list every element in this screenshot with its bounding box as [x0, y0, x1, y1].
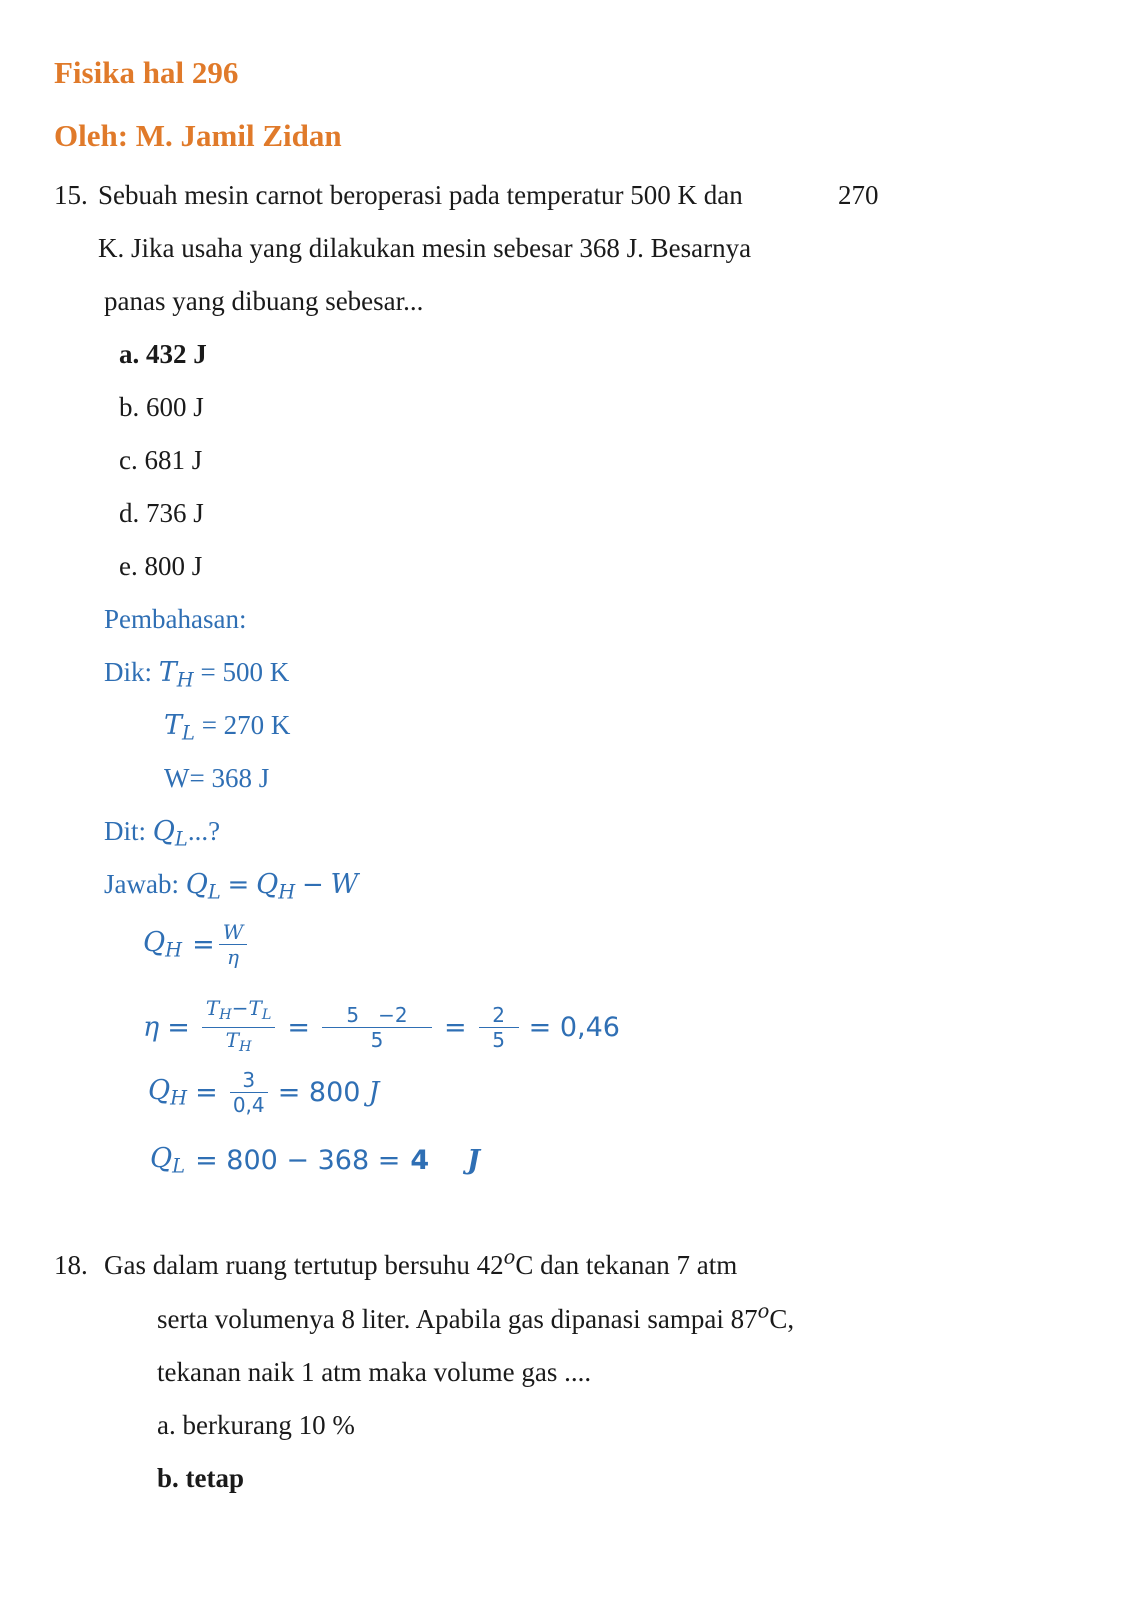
qh-fraction: $\frac{3}{0,4}$: [230, 1068, 268, 1117]
w-over-eta-fraction: $\frac{W}{\eta}$: [219, 920, 248, 969]
ql-result-formula: $Q_L$ = 800 − 368 = 4 J: [150, 1143, 480, 1178]
answer-option-a: a. berkurang 10 %: [157, 1410, 355, 1440]
question-number: 15.: [54, 180, 88, 210]
asked-label: Dit:: [104, 816, 147, 846]
ql-symbol: $Q_L$: [152, 816, 188, 851]
qh-result: = 800: [277, 1077, 361, 1108]
question-text-line-2: serta volumenya 8 liter. Apabila gas dipanasi sampai 87$^o$C,: [157, 1299, 795, 1334]
given-th: [104, 657, 289, 691]
numeric-fraction-2: $\frac{2}{5}$: [479, 1003, 519, 1052]
asked-ql: Dit: $Q_L$...?: [104, 816, 221, 851]
tl-symbol: $T_L$: [164, 710, 195, 745]
ql-result: 4: [410, 1144, 430, 1176]
answer-label: Jawab:: [104, 869, 179, 899]
th-value: = 500 K: [200, 657, 290, 687]
question-text-line-1: Gas dalam ruang tertutup bersuhu 42$^o$C dan tekanan 7 atm: [104, 1245, 738, 1280]
solution-heading: Pembahasan:: [104, 604, 247, 634]
question-text-line-3: tekanan naik 1 atm maka volume gas ....: [157, 1357, 592, 1387]
author-line: Oleh: M. Jamil Zidan: [54, 118, 342, 153]
answer-option-a: a. 432 J: [119, 339, 207, 369]
answer-option-c: c. 681 J: [119, 445, 203, 475]
efficiency-fraction: $\frac{T_H-T_L}{T_H}$: [202, 996, 276, 1059]
question-number: 18.: [54, 1250, 88, 1280]
question-text-line-2: K. Jika usaha yang dilakukan mesin sebesar 368 J. Besarnya: [98, 233, 752, 263]
given-tl: [164, 710, 290, 744]
answer-option-d: d. 736 J: [119, 498, 204, 528]
answer-option-b: b. tetap: [157, 1463, 244, 1493]
question-text-line-1-tail: 270: [838, 180, 879, 210]
qh-formula: $Q_H$ = $\frac{W}{\eta}$: [143, 920, 251, 969]
qh-result-formula: $Q_H$ = $\frac{3}{0,4}$ = 800 J: [148, 1068, 380, 1117]
answer-option-b: b. 600 J: [119, 392, 204, 422]
th-symbol: $T_H$: [158, 657, 194, 692]
numeric-fraction-1: $\frac{5 -2}{5}$: [322, 1003, 432, 1052]
tl-value: = 270 K: [201, 710, 291, 740]
efficiency-result: = 0,46: [528, 1012, 620, 1044]
given-w: W= 368 J: [164, 763, 270, 793]
answer-option-e: e. 800 J: [119, 551, 203, 581]
given-label: Dik:: [104, 657, 153, 687]
efficiency-formula: η = $\frac{T_H-T_L}{T_H}$ = $\frac{5 -2}{5}$ = $\frac{2}{5}$ = 0,46: [143, 996, 620, 1059]
question-text-line-3: panas yang dibuang sebesar...: [104, 286, 424, 316]
page-title: Fisika hal 296: [54, 55, 239, 90]
question-text-line-1: Sebuah mesin carnot beroperasi pada temperatur 500 K dan: [98, 180, 743, 210]
answer-equation: Jawab: $Q_L = Q_H - W$: [104, 869, 359, 904]
